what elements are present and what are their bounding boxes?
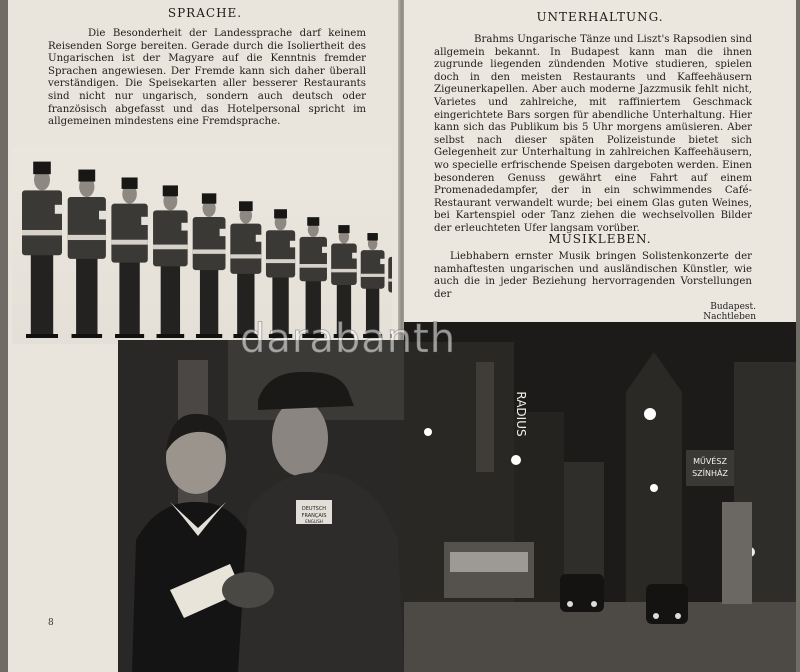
svg-text:MŰVÉSZ: MŰVÉSZ bbox=[693, 457, 727, 466]
guard-figure bbox=[22, 162, 64, 338]
paragraph-sprache: Die Besonderheit der Landessprache darf keinem Reisenden Sorge bereiten. Gerade durch die Isoliertheit des Ungarischen ist der Magyare auf die Kenntnis fremder Sprachen angewiesen. Der Fremde kann sich daher überall verständigen. Die Speisekarten aller besserer Restaurants sind nicht nur ungarisch, sondern auch deutsch oder französisch abgefasst und das Hotelpersonal spricht im allgemeinen mindestens eine Fremdsprache. bbox=[48, 28, 366, 128]
watermark-text: darabanth bbox=[240, 316, 457, 362]
guard-figure bbox=[193, 193, 227, 338]
svg-text:ENGLISH: ENGLISH bbox=[305, 519, 323, 524]
paragraph-unterhaltung: Brahms Ungarische Tänze und Liszt's Rapsodien sind allgemein bekannt. In Budapest kann man die ihnen zugrunde liegenden zündenden Motive studieren, spielen doch in den meisten Restaurants und Kaffeehäusern Zigeunerkapellen. Aber auch moderne Jazzmusik fehlt nicht, Varietes und zahlreiche, mit raffiniertem Geschmack eingerichtete Bars sorgen für abendliche Unterhaltung. Hier kann sich das Publikum bis 5 Uhr morgens amüsieren. Aber selbst nach dieser späten Polizeistunde bietet sich Gelegenheit zur Unterhaltung in zahlreichen Kaffeehäusern, wo specielle erfrischende Speisen dargeboten werden. Einen besonderen Genuss gewährt eine Fahrt auf einem Promenadedampfer, der in ein schwimmendes Café-Restaurant verwandelt wurde; bei einem Glas guten Weines, bei Kartenspiel oder Tanz ziehen die wechselvollen Bilder der erleuchteten Ufer langsam vorüber. bbox=[434, 34, 752, 234]
photo-budapest-nightlife bbox=[404, 322, 796, 672]
svg-text:RADIUS: RADIUS bbox=[514, 391, 528, 437]
page-number: 8 bbox=[48, 618, 54, 628]
heading-musikleben: MUSIKLEBEN. bbox=[548, 232, 652, 246]
photo-interpreter-officer bbox=[118, 340, 404, 672]
heading-unterhaltung: UNTERHALTUNG. bbox=[536, 10, 664, 24]
svg-text:DEUTSCH: DEUTSCH bbox=[301, 506, 327, 512]
svg-text:SZÍNHÁZ: SZÍNHÁZ bbox=[692, 469, 728, 478]
guard-figure bbox=[111, 177, 149, 338]
photo-caption: Budapest. Nachtleben bbox=[703, 302, 756, 322]
heading-sprache: SPRACHE. bbox=[167, 6, 243, 20]
photo-guard-officers bbox=[12, 148, 392, 344]
guard-figure bbox=[68, 170, 108, 338]
guard-figure bbox=[153, 185, 189, 338]
svg-text:FRANÇAIS: FRANÇAIS bbox=[301, 513, 327, 519]
paragraph-musikleben: Liebhabern ernster Musik bringen Solistenkonzerte der namhaftesten ungarischen und ausländischen Künstler, wie auch die in jeder Beziehung hervorragenden Vorstellungen der bbox=[434, 251, 752, 300]
